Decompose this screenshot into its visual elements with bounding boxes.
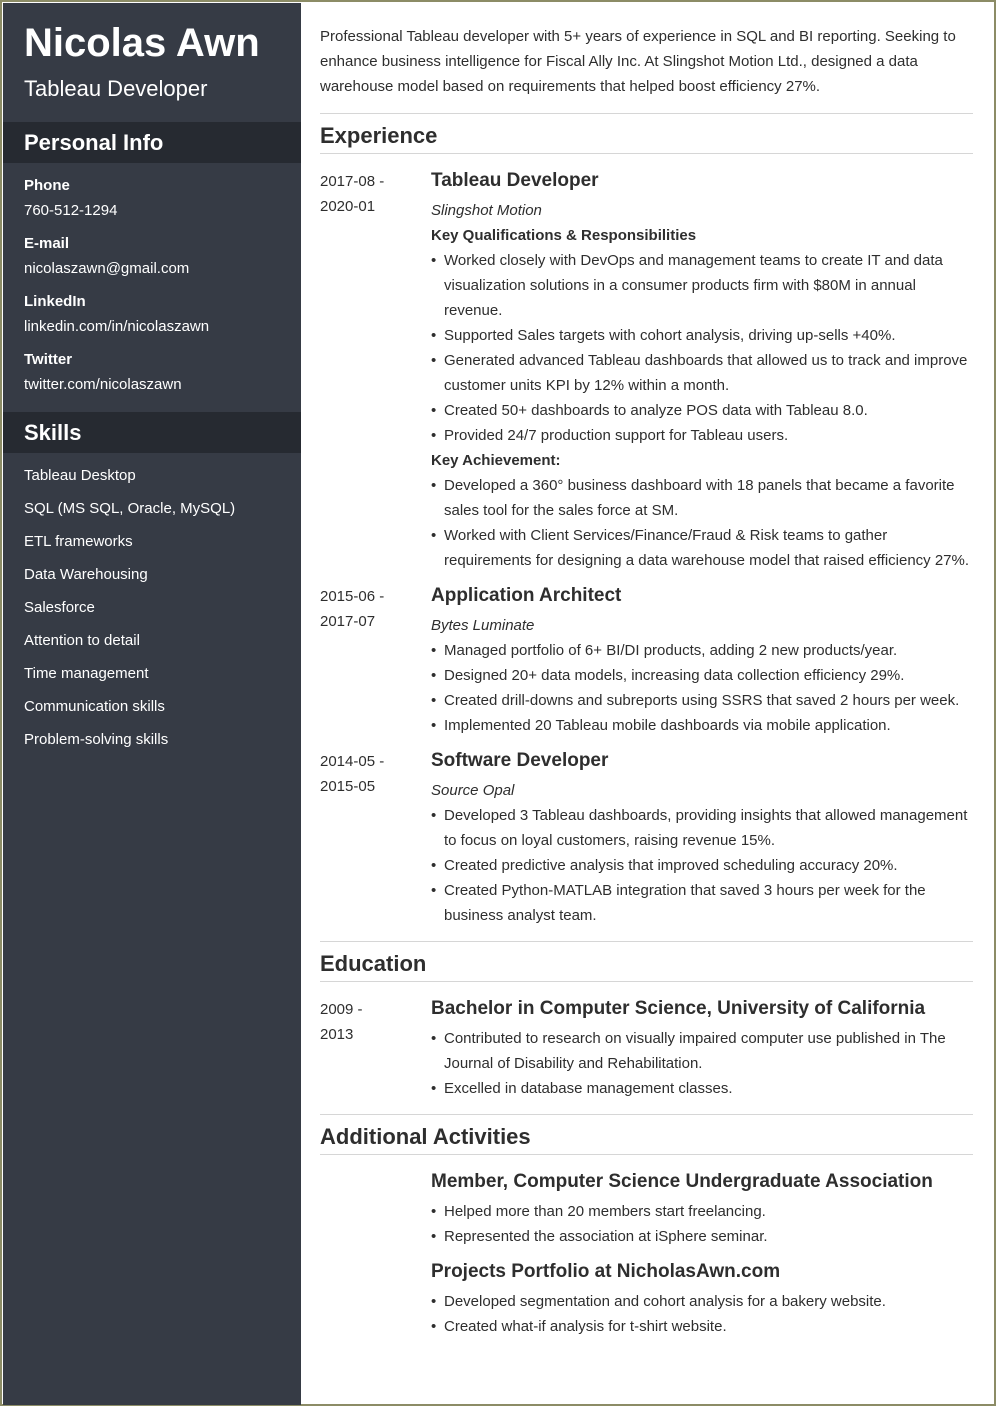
- activity-bullet: • Helped more than 20 members start freelancing.: [431, 1199, 973, 1224]
- experience-heading: Experience: [320, 123, 438, 148]
- job-date-end: 2015-05: [320, 778, 376, 795]
- skill-item: Problem-solving skills: [24, 731, 169, 748]
- job-bullet: • Developed 3 Tableau dashboards, providing insights that allowed management to focus on loyal customers, raising revenue 15%.: [431, 803, 973, 853]
- job-bullet: • Provided 24/7 production support for Tableau users.: [431, 423, 973, 448]
- skill-item: SQL (MS SQL, Oracle, MySQL): [24, 500, 236, 517]
- phone-value: 760-512-1294: [24, 202, 118, 219]
- education-bullet: • Contributed to research on visually impaired computer use published in The Journal of Disability and Rehabilitation.: [431, 1026, 973, 1076]
- job-company: Bytes Luminate: [431, 617, 535, 634]
- activity-bullet: • Developed segmentation and cohort analysis for a bakery website.: [431, 1289, 973, 1314]
- job-bullet: • Managed portfolio of 6+ BI/DI products, adding 2 new products/year.: [431, 638, 973, 663]
- education-date: [320, 997, 420, 1047]
- email-value: nicolaszawn@gmail.com: [24, 260, 190, 277]
- candidate-title: Tableau Developer: [24, 76, 208, 101]
- skill-item: ETL frameworks: [24, 533, 133, 550]
- job-title: Tableau Developer: [431, 170, 599, 191]
- education-bullet: • Excelled in database management classes.: [431, 1076, 973, 1101]
- job-date: [320, 584, 420, 634]
- job-bullet: • Designed 20+ data models, increasing data collection efficiency 29%.: [431, 663, 973, 688]
- job-title: Application Architect: [431, 585, 622, 606]
- job-date: [320, 749, 420, 799]
- job-bullet: • Created drill-downs and subreports using SSRS that saved 2 hours per week.: [431, 688, 973, 713]
- sidebar: [3, 3, 301, 1405]
- divider: [320, 153, 973, 154]
- email-label: E-mail: [24, 235, 70, 252]
- education-date-end: 2013: [320, 1026, 354, 1043]
- achievement-list: [431, 473, 973, 573]
- achievement-bullet: • Developed a 360° business dashboard with 18 panels that became a favorite sales tool for the sales force at SM.: [431, 473, 973, 523]
- job-title: Software Developer: [431, 750, 609, 771]
- activity-bullet: • Represented the association at iSphere seminar.: [431, 1224, 973, 1249]
- job-company: Slingshot Motion: [431, 202, 542, 219]
- job-date-start: 2017-08 -: [320, 173, 385, 190]
- skills-heading: Skills: [3, 412, 301, 453]
- job-date-end: 2017-07: [320, 613, 376, 630]
- job-bullet: • Generated advanced Tableau dashboards that allowed us to track and improve customer units KPI by 12% within a month.: [431, 348, 973, 398]
- linkedin-value: linkedin.com/in/nicolaszawn: [24, 318, 210, 335]
- skill-item: Communication skills: [24, 698, 165, 715]
- achievement-heading: Key Achievement:: [431, 452, 561, 469]
- job-date-start: 2014-05 -: [320, 753, 385, 770]
- activity-title: Member, Computer Science Undergraduate Association: [431, 1171, 933, 1192]
- job-bullet-list: [431, 638, 973, 738]
- job-bullet: • Supported Sales targets with cohort analysis, driving up-sells +40%.: [431, 323, 973, 348]
- activity-title: Projects Portfolio at NicholasAwn.com: [431, 1261, 781, 1282]
- job-bullet: • Created 50+ dashboards to analyze POS data with Tableau 8.0.: [431, 398, 973, 423]
- job-bullet-list: [431, 803, 973, 928]
- education-date-start: 2009 -: [320, 1001, 363, 1018]
- skill-item: Attention to detail: [24, 632, 140, 649]
- personal-info-heading: Personal Info: [3, 122, 301, 163]
- divider: [320, 113, 973, 114]
- activity-bullet-list: [431, 1199, 973, 1249]
- job-date-end: 2020-01: [320, 198, 376, 215]
- job-date-start: 2015-06 -: [320, 588, 385, 605]
- activity-bullet: • Created what-if analysis for t-shirt website.: [431, 1314, 973, 1339]
- linkedin-label: LinkedIn: [24, 293, 86, 310]
- degree-title: Bachelor in Computer Science, University of California: [431, 998, 926, 1019]
- twitter-value: twitter.com/nicolaszawn: [24, 376, 182, 393]
- job-date: [320, 169, 420, 219]
- job-bullet: • Implemented 20 Tableau mobile dashboards via mobile application.: [431, 713, 973, 738]
- divider: [320, 981, 973, 982]
- divider: [320, 1154, 973, 1155]
- activity-bullet-list: [431, 1289, 973, 1339]
- job-bullet-list: [431, 248, 973, 448]
- job-bullet: • Created Python-MATLAB integration that saved 3 hours per week for the business analyst team.: [431, 878, 973, 928]
- qualifications-heading: Key Qualifications & Responsibilities: [431, 227, 697, 244]
- phone-label: Phone: [24, 177, 70, 194]
- education-bullet-list: [431, 1026, 973, 1101]
- divider: [320, 941, 973, 942]
- skill-item: Data Warehousing: [24, 566, 148, 583]
- divider: [320, 1114, 973, 1115]
- summary-text: Professional Tableau developer with 5+ years of experience in SQL and BI reporting. Seeking to enhance business intelligence for Fiscal Ally Inc. At Slingshot Motion Ltd., designed a data warehouse model based on requirements that helped boost efficiency 27%.: [320, 28, 956, 95]
- twitter-label: Twitter: [24, 351, 73, 368]
- job-bullet: • Worked closely with DevOps and management teams to create IT and data visualization solutions in a consumer products firm with $80M in annual revenue.: [431, 248, 973, 323]
- skill-item: Tableau Desktop: [24, 467, 136, 484]
- job-company: Source Opal: [431, 782, 515, 799]
- job-bullet: • Created predictive analysis that improved scheduling accuracy 20%.: [431, 853, 973, 878]
- skill-item: Time management: [24, 665, 149, 682]
- achievement-bullet: • Worked with Client Services/Finance/Fraud & Risk teams to gather requirements for designing a data warehouse model that raised efficiency 27%.: [431, 523, 973, 573]
- activities-heading: Additional Activities: [320, 1124, 531, 1149]
- candidate-name: Nicolas Awn: [24, 21, 260, 65]
- skill-item: Salesforce: [24, 599, 95, 616]
- education-heading: Education: [320, 951, 427, 976]
